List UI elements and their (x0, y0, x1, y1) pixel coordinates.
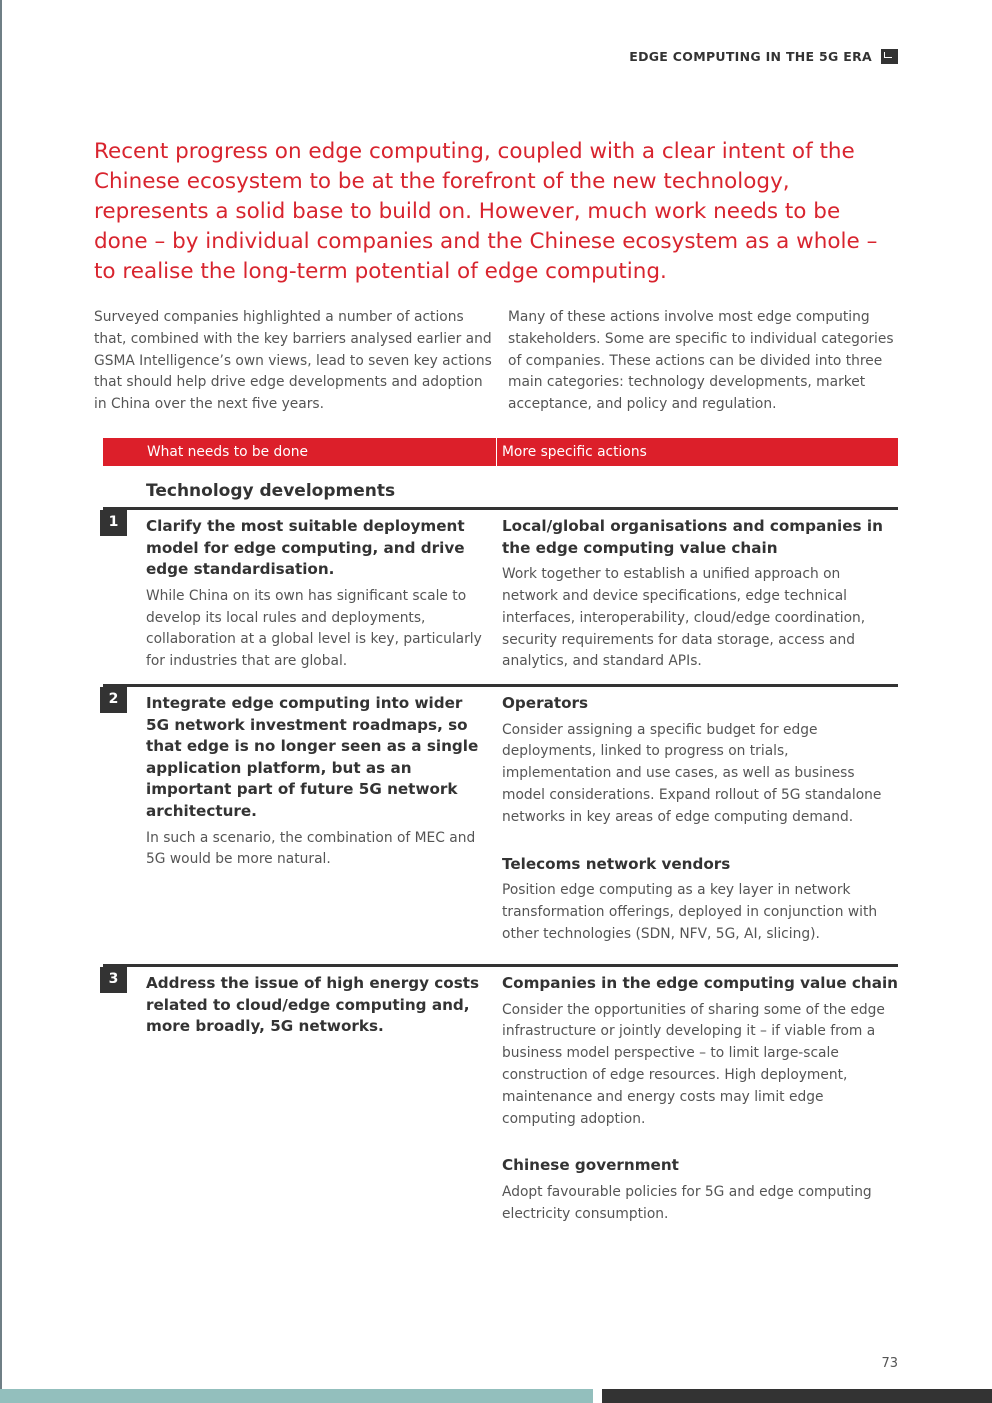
row-divider (103, 507, 898, 510)
table-header-divider (496, 438, 497, 466)
actor-title: Local/global organisations and companies in the edge computing value chain (502, 517, 883, 557)
row-left-cell (146, 516, 488, 673)
intro-callout: Recent progress on edge computing, coupled with a clear intent of the Chinese ecosystem to be at the forefront of the new technology, represents a solid base to build on. However, much work needs to be done – by individual companies and the Chinese ecosystem as a whole – to realise the long-term potential of edge computing. (94, 139, 878, 284)
row-number: 3 (100, 967, 127, 993)
actor-title: Chinese government (502, 1156, 679, 1175)
table-header-what: What needs to be done (147, 444, 308, 460)
actor-action-text: Position edge computing as a key layer in network transformation offerings, deployed in conjunction with other technologies (SDN, NFV, 5G, AI, slicing). (502, 882, 878, 942)
action-title: Integrate edge computing into wider 5G network investment roadmaps, so that edge is no longer seen as a single application platform, but as an important part of future 5G network architecture. (146, 694, 479, 820)
action-title: Address the issue of high energy costs related to cloud/edge computing and, more broadly, 5G networks. (146, 974, 480, 1036)
actor-action-text: Work together to establish a unified approach on network and device specifications, edge technical interfaces, interoperability, cloud/edge coordination, security requirements for data storage, access and analytics, and standard APIs. (502, 566, 866, 670)
footer-bar-teal (0, 1389, 593, 1403)
footer-bar-dark (602, 1389, 992, 1403)
row-divider (103, 684, 898, 687)
row-number: 2 (100, 687, 127, 713)
action-description: While China on its own has significant scale to develop its local rules and deployments, collaboration at a global level is key, particularly for industries that are global. (146, 587, 482, 670)
action-title: Clarify the most suitable deployment model for edge computing, and drive edge standardisation. (146, 517, 465, 579)
page-number: 73 (881, 1356, 898, 1371)
table-header-actions: More specific actions (502, 444, 647, 460)
action-description: In such a scenario, the combination of MEC and 5G would be more natural. (146, 829, 476, 868)
row-left-cell (146, 973, 488, 1038)
row-number: 1 (100, 510, 127, 536)
row-divider (103, 964, 898, 967)
row-right-cell (502, 516, 898, 673)
actor-title: Telecoms network vendors (502, 854, 731, 873)
body-column-left: Surveyed companies highlighted a number of actions that, combined with the key barriers analysed earlier and GSMA Intelligence’s own views, lead to seven key actions that should help drive edge developments and adoption in China over the next five years. (94, 309, 492, 413)
document-icon (881, 49, 898, 64)
row-right-cell (502, 973, 898, 1226)
section-title: Technology developments (146, 481, 396, 501)
actor-title: Operators (502, 694, 589, 712)
table-header (103, 438, 898, 466)
actor-action-text: Consider the opportunities of sharing some of the edge infrastructure or jointly developing it – if viable from a business model perspective – to limit large-scale construction of edge resources. High deployment, maintenance and energy costs may limit edge computing adoption. (502, 1001, 885, 1127)
actor-action-text: Consider assigning a specific budget for edge deployments, linked to progress on trials, implementation and use cases, as well as business model considerations. Expand rollout of 5G standalone networks in key areas of edge computing demand. (502, 721, 882, 825)
running-header-title: EDGE COMPUTING IN THE 5G ERA (629, 49, 872, 64)
row-left-cell (146, 693, 488, 871)
row-right-cell (502, 693, 898, 946)
body-column-right: Many of these actions involve most edge computing stakeholders. Some are specific to individual categories of companies. These actions can be divided into three main categories: technology developments, market acceptance, and policy and regulation. (508, 309, 894, 413)
actor-action-text: Adopt favourable policies for 5G and edge computing electricity consumption. (502, 1183, 872, 1222)
running-header (629, 49, 898, 64)
left-edge-rule (0, 0, 2, 1390)
actor-title: Companies in the edge computing value chain (502, 974, 898, 992)
